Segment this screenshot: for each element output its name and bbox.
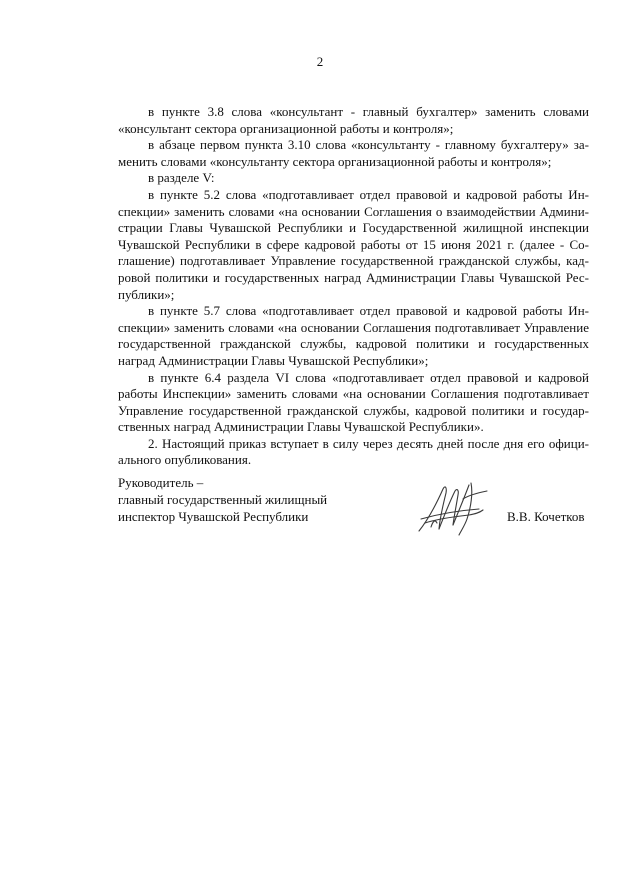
page-number: 2 (316, 54, 324, 69)
paragraph-item-5-7: в пункте 5.7 слова «подготавливает отдел правовой и кадровой работы Инспекции» заменить словами «на основании Соглашения подготавливает Управление государственной гражданской службы, кадровой политики и государственных наград Администрации Главы Чувашской Республики»; (118, 303, 589, 368)
document-body (118, 104, 589, 469)
signatory-title-line-1: Руководитель – (118, 475, 204, 490)
paragraph-effective-date: 2. Настоящий приказ вступает в силу через десять дней после дня его официального опубликования. (118, 435, 589, 468)
paragraph-item-6-4: в пункте 6.4 раздела VI слова «подготавливает отдел правовой и кадровой работы Инспекции» заменить словами «на основании Соглашения подготавливает Управление государственной гражданской службы, кадровой политики и государственных наград Администрации Главы Чувашской Республики». (118, 369, 589, 435)
signatory-title (118, 474, 358, 525)
signatory-title-line-2: главный государственный жилищный (118, 492, 328, 507)
paragraph-item-3-10: в абзаце первом пункта 3.10 слова «консультанту - главному бухгалтеру» заменить словами «консультанту сектора организационной работы и контроля»; (118, 137, 589, 169)
signer-name: В.В. Кочетков (507, 509, 585, 524)
paragraph-item-5-2: в пункте 5.2 слова «подготавливает отдел правовой и кадровой работы Инспекции» заменить словами «на основании Соглашения о взаимодействии Администрации Главы Чувашской Республики и Государственной жилищной инспекции Чувашской Республики в сфере кадровой работы от 15 июня 2021 г. (далее - Соглашение) подготавливает Управление государственной гражданской службы, кадровой политики и государственных наград Администрации Главы Чувашской Республики»; (118, 186, 589, 302)
handwritten-signature (413, 479, 493, 539)
paragraph-section-v: в разделе V: (148, 170, 215, 186)
signatory-title-line-3: инспектор Чувашской Республики (118, 509, 309, 524)
paragraph-item-3-8: в пункте 3.8 слова «консультант - главный бухгалтер» заменить словами «консультант сектора организационной работы и контроля»; (118, 104, 589, 136)
